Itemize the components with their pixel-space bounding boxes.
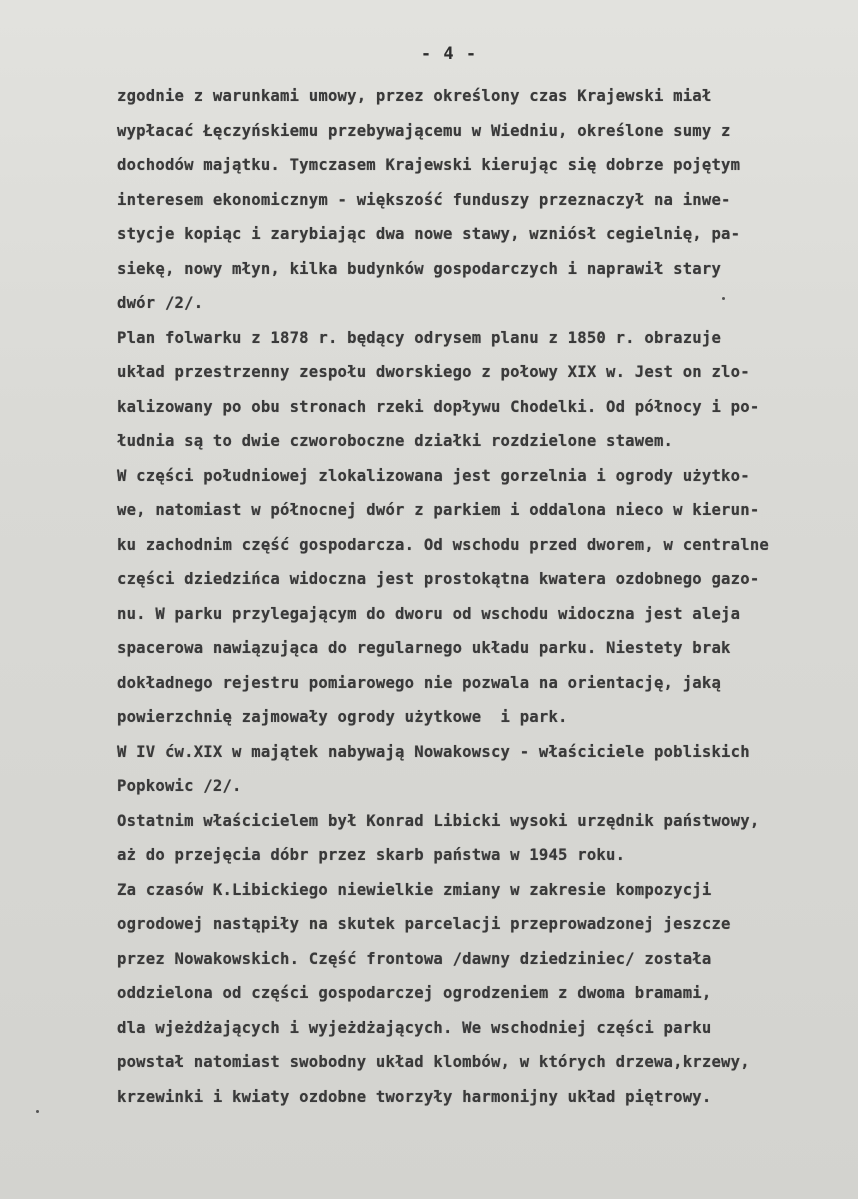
text-line: łudnia są to dwie czworoboczne działki rozdzielone stawem. [117,432,674,450]
text-line: powierzchnię zajmowały ogrody użytkowe i park. [117,708,568,726]
document-body [117,79,842,1114]
text-line: Ostatnim właścicielem był Konrad Libicki wysoki urzędnik państwowy, [117,811,760,830]
text-line: części dziedzińca widoczna jest prostokątna kwatera ozdobnego gazo- [117,570,760,588]
text-line: układ przestrzenny zespołu dworskiego z połowy XIX w. Jest on zlo- [117,363,750,381]
text-line: Popkowic /2/. [117,777,242,795]
text-line: aż do przejęcia dóbr przez skarb państwa w 1945 roku. [117,846,626,864]
page-number: - 4 - [420,44,478,64]
text-line: dla wjeżdżających i wyjeżdżających. We wschodniej części parku [117,1018,712,1037]
text-line: dokładnego rejestru pomiarowego nie pozwala na orientację, jaką [117,673,722,692]
text-line: ku zachodnim część gospodarcza. Od wschodu przed dworem, w centralne [117,535,769,554]
text-line: Za czasów K.Libickiego niewielkie zmiany w zakresie kompozycji [117,880,712,899]
text-line: stycje kopiąc i zarybiając dwa nowe stawy, wzniósł cegielnię, pa- [117,225,741,243]
text-line: dochodów majątku. Tymczasem Krajewski kierując się dobrze pojętym [117,156,741,174]
text-line: krzewinki i kwiaty ozdobne tworzyły harmonijny układ piętrowy. [117,1087,712,1106]
text-line: ogrodowej nastąpiły na skutek parcelacji przeprowadzonej jeszcze [117,915,731,933]
text-line: dwór /2/. [117,294,204,312]
text-line: kalizowany po obu stronach rzeki dopływu Chodelki. Od północy i po- [117,397,760,416]
text-line: we, natomiast w północnej dwór z parkiem i oddalona nieco w kierun- [117,501,760,519]
text-line: nu. W parku przylegającym do dworu od wschodu widoczna jest aleja [117,604,741,623]
ink-speck [36,1110,39,1113]
text-line: W części południowej zlokalizowana jest gorzelnia i ogrody użytko- [117,466,750,485]
ink-speck [722,297,725,300]
text-line: interesem ekonomicznym - większość funduszy przeznaczył na inwe- [117,190,731,209]
text-line: przez Nowakowskich. Część frontowa /dawny dziedziniec/ została [117,949,712,968]
text-line: spacerowa nawiązująca do regularnego układu parku. Niestety brak [117,639,731,657]
text-line: zgodnie z warunkami umowy, przez określony czas Krajewski miał [117,87,712,105]
text-line: powstał natomiast swobodny układ klombów, w których drzewa,krzewy, [117,1053,750,1071]
text-line: oddzielona od części gospodarczej ogrodzeniem z dwoma bramami, [117,984,712,1002]
text-line: siekę, nowy młyn, kilka budynków gospodarczych i naprawił stary [117,259,722,278]
text-line: Plan folwarku z 1878 r. będący odrysem planu z 1850 r. obrazuje [117,328,722,347]
text-line: W IV ćw.XIX w majątek nabywają Nowakowscy - właściciele pobliskich [117,742,750,761]
text-line: wypłacać Łęczyńskiemu przebywającemu w Wiedniu, określone sumy z [117,121,731,140]
